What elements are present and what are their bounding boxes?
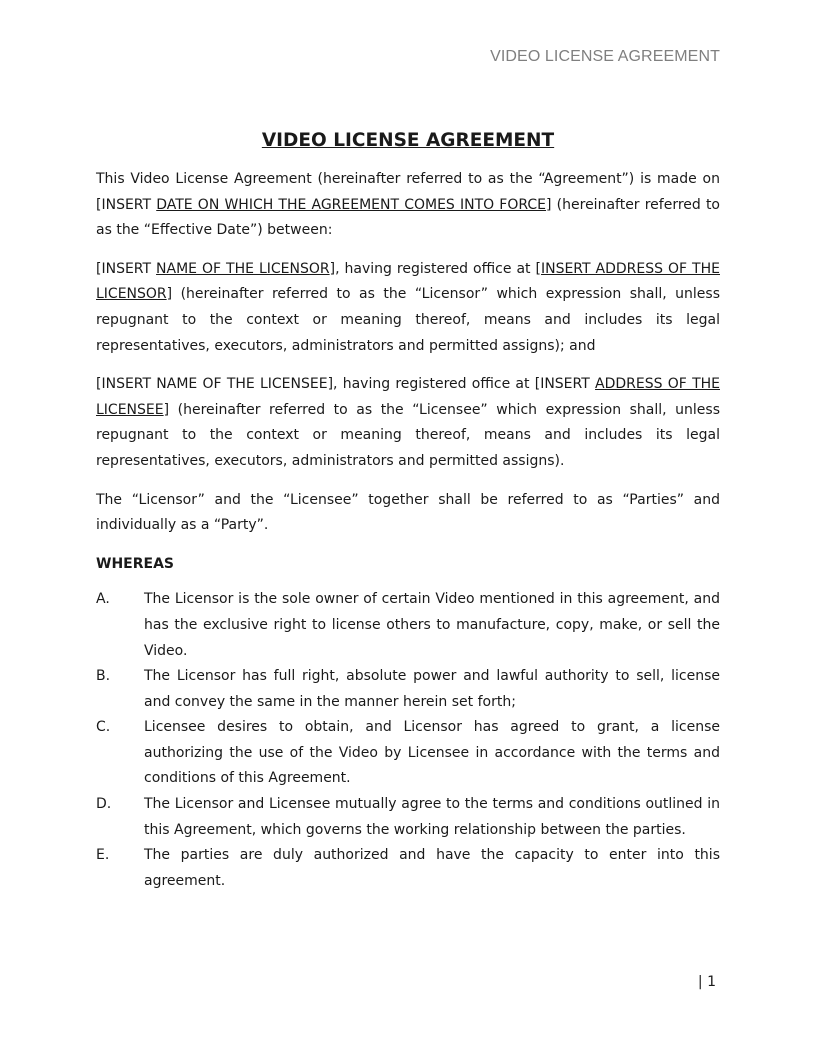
effective-date-placeholder: DATE ON WHICH THE AGREEMENT COMES INTO FORCE [156,196,547,213]
recital-text: The Licensor has full right, absolute power and lawful authority to sell, license and convey the same in the manner herein set forth; [144,668,720,710]
licensor-name-placeholder: NAME OF THE LICENSOR [156,260,330,277]
recital-text: The Licensor and Licensee mutually agree to the terms and conditions outlined in this Agreement, which governs the working relationship between the parties. [144,796,720,838]
intro-text-2: ] (hereinafter referred to as the “Effective Date”) between: [96,196,720,239]
recital-letter: A. [96,591,110,608]
recital-letter: B. [96,668,111,685]
licensor-address-placeholder: [INSERT ADDRESS OF THE LICENSOR [96,260,720,303]
recital-item [96,587,720,664]
parties-paragraph: The “Licensor” and the “Licensee” together shall be referred to as “Parties” and individually as a “Party”. [96,491,720,534]
intro-paragraph [96,167,720,244]
licensee-address-placeholder: ADDRESS OF THE LICENSEE [96,376,720,418]
licensor-text-3: ] (hereinafter referred to as the “Licensor” which expression shall, unless repugnant to the context or meaning thereof, means and includes its legal representatives, executors, administrators and permitted assigns); and [96,286,720,354]
recitals-list [96,587,720,894]
intro-text-1: This Video License Agreement (hereinafter referred to as the “Agreement”) is made on [INSERT [96,171,720,213]
recital-letter: D. [96,796,112,813]
page-number: | 1 [697,974,716,990]
running-header: VIDEO LICENSE AGREEMENT [490,48,720,65]
licensor-text-2: ], having registered office at [329,260,536,277]
recital-item [96,715,720,792]
licensor-paragraph [96,257,720,359]
recital-item [96,843,720,894]
licensee-text-1: [INSERT NAME OF THE LICENSEE], having registered office at [INSERT [96,376,596,393]
document-title: VIDEO LICENSE AGREEMENT [261,130,555,151]
document-body [96,128,720,894]
recital-letter: C. [96,719,111,736]
recital-text: Licensee desires to obtain, and Licensor has agreed to grant, a license authorizing the use of the Video by Licensee in accordance with the terms and conditions of this Agreement. [144,719,720,787]
recital-text: The parties are duly authorized and have the capacity to enter into this agreement. [144,847,720,889]
licensee-text-2: ] (hereinafter referred to as the “Licensee” which expression shall, unless repugnant to the context or meaning thereof, means and includes its legal representatives, executors, administrators and permitted assigns). [96,401,720,469]
recital-item [96,664,720,715]
recital-text: The Licensor is the sole owner of certain Video mentioned in this agreement, and has the exclusive right to license others to manufacture, copy, make, or sell the Video. [144,591,720,659]
licensee-paragraph [96,372,720,474]
recital-letter: E. [96,847,110,864]
recital-item [96,792,720,843]
licensor-text-1: [INSERT [96,260,157,277]
whereas-heading: WHEREAS [96,555,174,572]
